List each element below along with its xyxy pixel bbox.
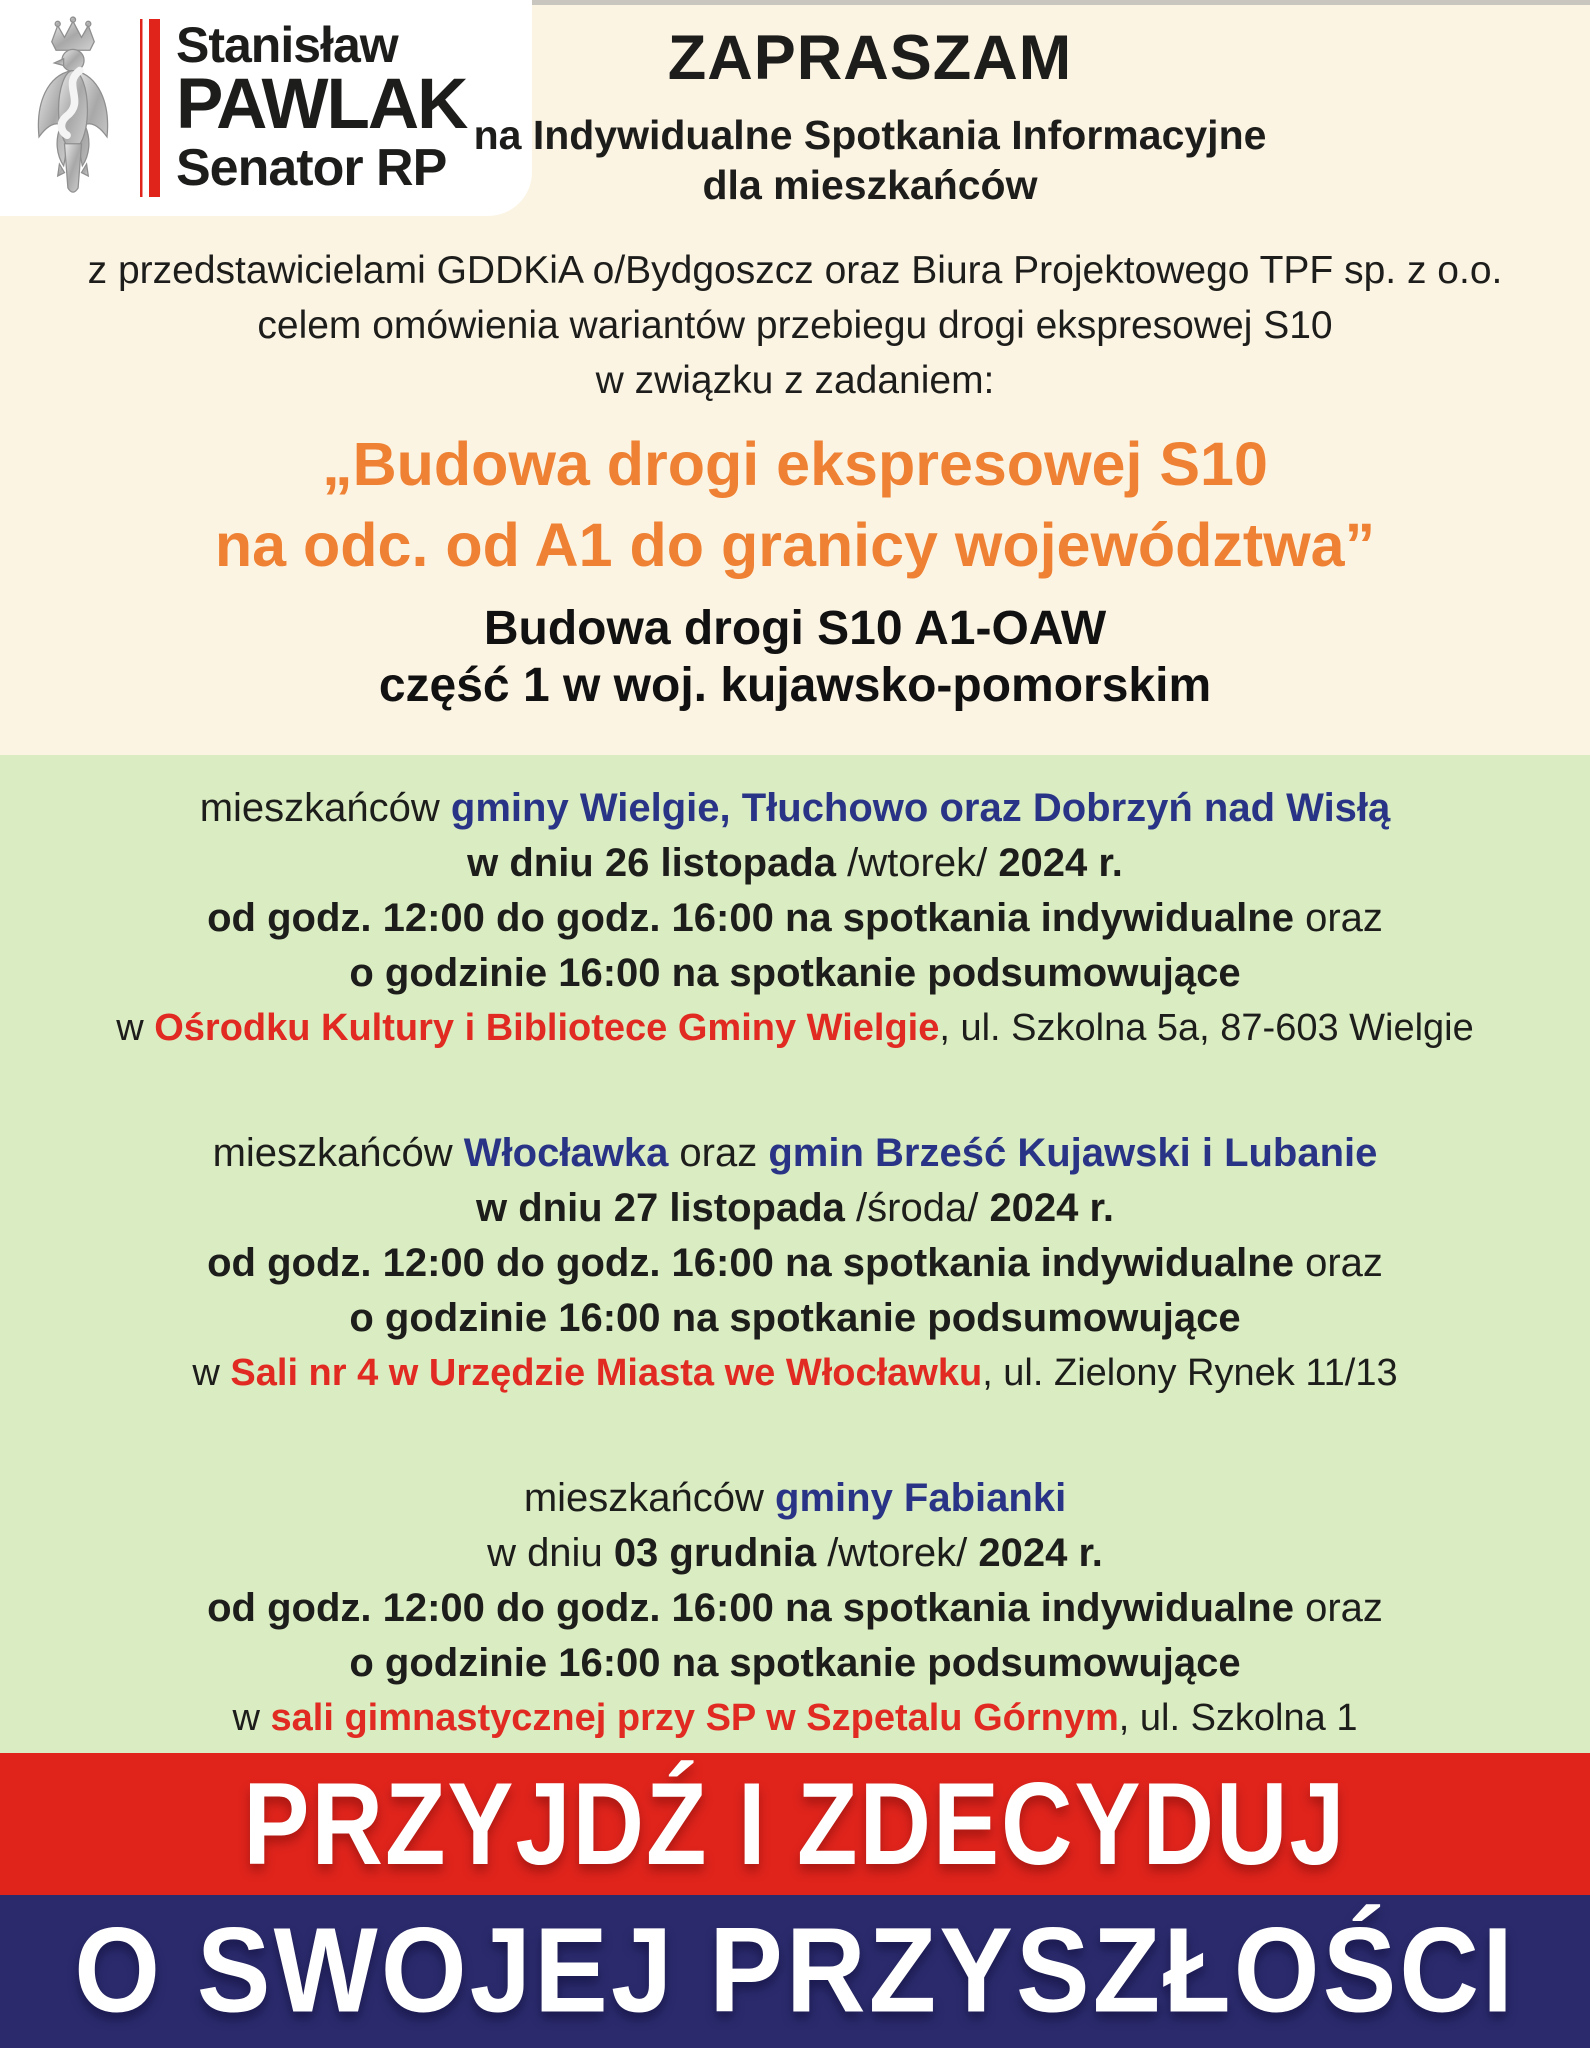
event-audience <box>0 781 1590 836</box>
cta-line-2: O SWOJEJ PRZYSZŁOŚCI <box>74 1903 1516 2039</box>
summary-text: o godzinie 16:00 na spotkanie podsumowujące <box>349 951 1241 995</box>
date-year: 2024 r. <box>978 1531 1103 1575</box>
senator-first-name: Stanisław <box>176 17 398 73</box>
event-fabianki <box>0 1471 1590 1746</box>
summary-text: o godzinie 16:00 na spotkanie podsumowujące <box>349 1641 1241 1685</box>
hours-main: od godz. 12:00 do godz. 16:00 na spotkania indywidualne <box>207 1586 1294 1630</box>
event-hours <box>0 1581 1590 1636</box>
invitation-header <box>150 22 1590 210</box>
project-subtitle-line-1: Budowa drogi S10 A1-OAW <box>483 602 1107 655</box>
venue-prefix: w <box>116 1007 155 1049</box>
cta-band-red <box>0 1753 1590 1895</box>
event-venue <box>0 1346 1590 1401</box>
hours-main: od godz. 12:00 do godz. 16:00 na spotkania indywidualne <box>207 896 1294 940</box>
venue-address: , ul. Szkolna 1 <box>1118 1697 1358 1739</box>
intro-paragraph <box>0 243 1590 408</box>
venue-name: Sali nr 4 w Urzędzie Miasta we Włocławku <box>230 1352 983 1394</box>
date-weekday: /środa/ <box>844 1186 990 1230</box>
venue-prefix: w <box>232 1697 271 1739</box>
date-part: w dniu 26 listopada <box>467 841 837 885</box>
event-venue <box>0 1001 1590 1056</box>
invitation-subtitle-1: na Indywidualne Spotkania Informacyjne <box>473 112 1267 158</box>
date-weekday: /wtorek/ <box>836 841 999 885</box>
date-year: 2024 r. <box>998 841 1123 885</box>
venue-address: , ul. Szkolna 5a, 87-603 Wielgie <box>939 1007 1474 1049</box>
project-title-line-1: „Budowa drogi ekspresowej S10 <box>322 430 1268 498</box>
event-summary <box>0 1291 1590 1346</box>
audience-highlight: gminy Wielgie, Tłuchowo oraz Dobrzyń nad Wisłą <box>450 786 1391 830</box>
senator-title: Senator RP <box>176 139 447 197</box>
hours-suffix: oraz <box>1293 896 1383 940</box>
project-subtitle <box>0 600 1590 714</box>
events-section <box>0 755 1590 1753</box>
event-audience <box>0 1126 1590 1181</box>
invitation-subtitle-2: dla mieszkańców <box>702 162 1038 208</box>
venue-address: , ul. Zielony Rynek 11/13 <box>982 1352 1398 1394</box>
audience-prefix: mieszkańców <box>199 786 451 830</box>
senator-last-name: PAWLAK <box>176 65 467 144</box>
venue-name: sali gimnastycznej przy SP w Szpetalu Górnym <box>270 1697 1119 1739</box>
project-subtitle-line-2: część 1 w woj. kujawsko-pomorskim <box>378 659 1212 712</box>
invitation-title: ZAPRASZAM <box>667 23 1073 93</box>
event-date <box>0 1526 1590 1581</box>
date-part: 03 grudnia <box>613 1531 817 1575</box>
project-title <box>0 424 1590 586</box>
event-summary <box>0 946 1590 1001</box>
date-part: w dniu 27 listopada <box>475 1186 845 1230</box>
hours-suffix: oraz <box>1293 1241 1383 1285</box>
intro-line-2: celem omówienia wariantów przebiegu drogi ekspresowej S10 <box>257 304 1333 347</box>
date-prefix: w dniu <box>487 1531 614 1575</box>
date-year: 2024 r. <box>989 1186 1115 1230</box>
intro-line-1: z przedstawicielami GDDKiA o/Bydgoszcz oraz Biura Projektowego TPF sp. z o.o. <box>87 249 1503 292</box>
event-date <box>0 836 1590 891</box>
event-hours <box>0 891 1590 946</box>
venue-prefix: w <box>192 1352 231 1394</box>
event-wielgie <box>0 781 1590 1056</box>
event-date <box>0 1181 1590 1236</box>
cta-line-1: PRZYJDŹ I ZDECYDUJ <box>243 1757 1347 1889</box>
summary-text: o godzinie 16:00 na spotkanie podsumowujące <box>349 1296 1241 1340</box>
event-venue <box>0 1691 1590 1746</box>
event-summary <box>0 1636 1590 1691</box>
audience-highlight-2: gmin Brześć Kujawski i Lubanie <box>768 1131 1378 1175</box>
audience-prefix: mieszkańców <box>523 1476 776 1520</box>
event-wloclawek <box>0 1126 1590 1401</box>
date-weekday: /wtorek/ <box>816 1531 979 1575</box>
venue-name: Ośrodku Kultury i Bibliotece Gminy Wielgie <box>154 1007 940 1049</box>
audience-highlight: Włocławka <box>463 1131 669 1175</box>
project-title-line-2: na odc. od A1 do granicy województwa” <box>214 511 1376 579</box>
hours-suffix: oraz <box>1293 1586 1383 1630</box>
audience-highlight: gminy Fabianki <box>775 1476 1067 1520</box>
event-hours <box>0 1236 1590 1291</box>
event-audience <box>0 1471 1590 1526</box>
cta-band-navy <box>0 1895 1590 2048</box>
audience-prefix: mieszkańców <box>212 1131 464 1175</box>
intro-line-3: w związku z zadaniem: <box>595 359 995 402</box>
senate-eagle-icon <box>22 12 124 204</box>
hours-main: od godz. 12:00 do godz. 16:00 na spotkania indywidualne <box>207 1241 1294 1285</box>
audience-connector: oraz <box>668 1131 769 1175</box>
